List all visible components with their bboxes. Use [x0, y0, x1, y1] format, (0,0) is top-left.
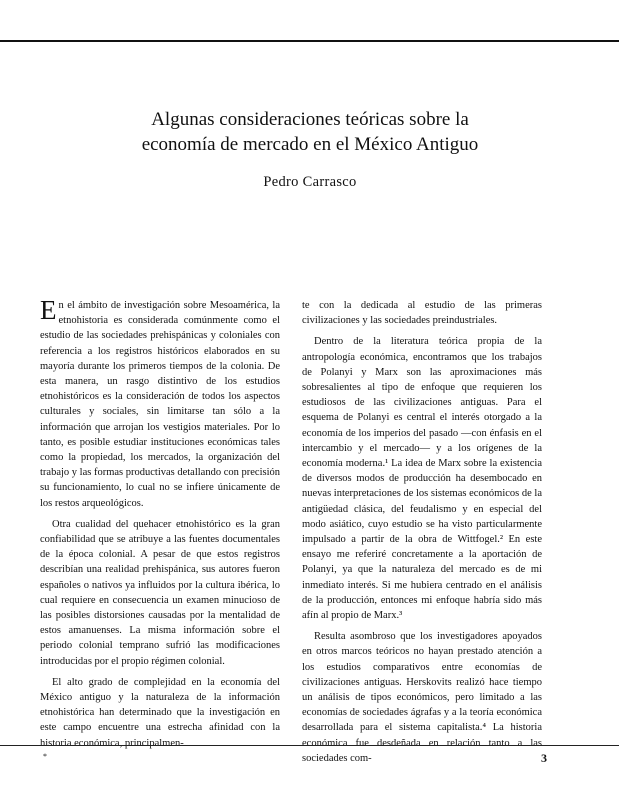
right-column — [302, 298, 542, 772]
paragraph-1-text: n el ámbito de investigación sobre Mesoamérica, la etnohistoria es considerada comúnmente como el estudio de las sociedades prehispánicas y coloniales con referencia a los registros históricos elaborados en su mayoría durante los primeros tiempos de la colonia. De esta manera, un rasgo distintivo de los estudios etnohistóricos es la consideración de todos los aspectos culturales y sociales, sin limitarse tan sólo a la información que arrojan los vestigios materiales. Por lo tanto, es posible estudiar instituciones económicas tales como la propiedad, los mercados, la organización del trabajo y las formas productivas detallando con precisión su funcionamiento, lo cual no se infiere únicamente de los restos arqueológicos. — [40, 300, 280, 509]
paragraph-5: Dentro de la literatura teórica propia de la antropología económica, encontramos que los trabajos de Polanyi y Marx son las aproximaciones más sobresalientes al tipo de enfoque que requieren los estudiosos de las civilizaciones antiguas. Para el esquema de Polanyi es central el interés otorgado a la economía de los imperios del pasado —con énfasis en el intercambio y el mercado— y a los orígenes de la economía moderna.¹ La idea de Marx sobre la existencia de diversos modos de producción ha desembocado en nuevas interpretaciones de los sistemas económicos de la antigüedad clásica, del feudalismo y en especial del modo asiático, cuyo estudio se ha visto particularmente impulsado a partir de la obra de Wittfogel.² En este ensayo me referiré concretamente a la aportación de Polanyi, ya que la naturaleza del mercado es de mi inmediato interés. Si me hubiera centrado en el análisis de la producción, entonces mi enfoque habría sido más afín al propio de Marx.³ — [302, 336, 542, 622]
paragraph-2: Otra cualidad del quehacer etnohistórico es la gran confiabilidad que se atribuye a las fuentes documentales de la época colonial. A pesar de que estos registros describían una realidad prehispánica, sus autores fueron españoles o nativos ya influidos por la cultura ibérica, lo cual requiere en consecuencia un examen minucioso de las posibles distorsiones causadas por la mentalidad de estos amanuenses. La misma información sobre el periodo colonial temprano sufrió las modificaciones introducidas por el propio régimen colonial. — [40, 518, 280, 667]
author-name: Pedro Carrasco — [263, 174, 357, 190]
page-number: 3 — [541, 751, 547, 765]
bottom-rule — [0, 745, 619, 746]
title-line-1: Algunas consideraciones teóricas sobre la — [151, 108, 469, 130]
title-line-2: economía de mercado en el México Antiguo — [141, 133, 479, 155]
paragraph-1 — [40, 295, 280, 511]
paragraph-3: El alto grado de complejidad en la economía del México antiguo y la naturaleza de la información etnohistórica han determinado que la investigación en este campo encuentre una estrecha afinidad con la historia económica, principalmen- — [40, 676, 280, 749]
left-column — [40, 295, 280, 757]
drop-cap: E — [40, 295, 57, 325]
paragraph-4: te con la dedicada al estudio de las primeras civilizaciones y las sociedades preindustriales. — [302, 300, 542, 327]
article-title — [60, 107, 560, 157]
footnote-mark: * — [43, 752, 47, 761]
paragraph-6: Resulta asombroso que los investigadores apoyados en otros marcos teóricos no hayan prestado atención a los estudios comparativos entre economías de civilizaciones antiguas. Herskovits realizó hace tiempo un análisis de tipos económicos, pero limitado a las economías de sociedades ágrafas y a la teoría económica desarrollada para el sistema capitalista.⁴ La historia económica fue desdeñada en relación tanto a las sociedades com- — [302, 631, 542, 764]
top-rule — [0, 40, 619, 42]
